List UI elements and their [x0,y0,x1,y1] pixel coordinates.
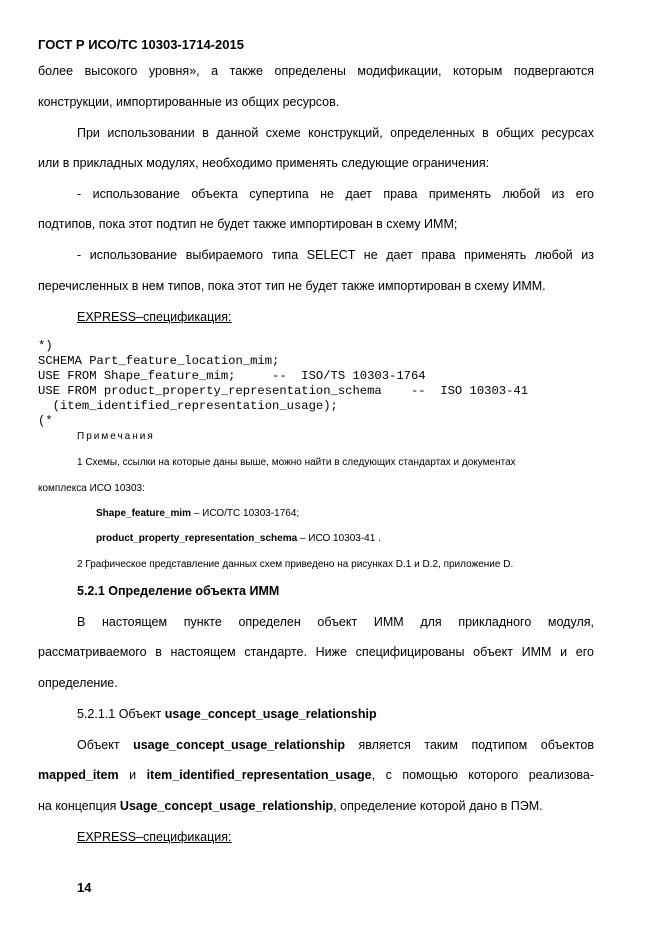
reference-name: product_property_representation_schema [96,533,298,544]
reference-standard: – ИСО 10303-41 . [297,533,381,544]
list-item: - использование выбираемого типа SELECT не дает права применять любой из [77,248,594,262]
paragraph-line: В настоящем пункте определен объект ИММ для прикладного модуля, [77,615,594,629]
reference-name: Shape_feature_mim [96,508,192,519]
code-line: (* [38,414,53,428]
express-spec-label: EXPRESS–спецификация: [77,830,232,844]
paragraph-line: определение. [38,676,118,690]
code-line: (item_identified_representation_usage); [38,399,338,413]
note-line: комплекса ИСО 10303: [38,483,145,494]
notes-title: Примечания [77,431,155,442]
paragraph-line: подтипов, пока этот подтип не будет также импортирован в схему ИММ; [38,217,458,231]
entity-name: usage_concept_usage_relationship [133,738,345,752]
code-line: USE FROM product_property_representation_schema -- ISO 10303-41 [38,384,529,398]
paragraph-line [38,799,661,814]
document-header: ГОСТ Р ИСО/ТС 10303-1714-2015 [38,37,244,52]
text-run: Объект [77,738,134,752]
express-spec-label: EXPRESS–спецификация: [77,310,232,324]
paragraph-line: более высокого уровня», а также определены модификации, которым подвергаются [38,64,594,78]
text-run: , с помощью которого реализова- [371,768,594,782]
subsection-number: 5.2.1.1 Объект [77,707,165,721]
note-line: 1 Схемы, ссылки на которые даны выше, можно найти в следующих стандартах и документах [77,457,516,468]
paragraph-line [77,738,594,753]
page-number: 14 [77,880,92,895]
text-run: на концепция [38,799,120,813]
note-line: 2 Графическое представление данных схем приведено на рисунках D.1 и D.2, приложение D. [77,559,514,570]
entity-name: usage_concept_usage_relationship [164,707,377,721]
subsection-heading [77,707,377,722]
text-run: является таким подтипом объектов [344,738,594,752]
paragraph-line: рассматриваемого в настоящем стандарте. Ниже специфицированы объект ИММ и его [38,645,594,659]
code-line: USE FROM Shape_feature_mim; -- ISO/TS 10303-1764 [38,369,426,383]
paragraph-line: конструкции, импортированные из общих ресурсов. [38,95,340,109]
reference-standard: – ИСО/ТС 10303-1764; [191,508,300,519]
note-reference [96,532,381,545]
code-line: SCHEMA Part_feature_location_mim; [38,354,280,368]
list-item: - использование объекта супертипа не дает права применять любой из его [77,187,594,201]
entity-name: Usage_concept_usage_relationship [119,799,334,813]
note-reference [96,507,299,520]
paragraph-line: перечисленных в нем типов, пока этот тип не будет также импортирован в схему ИММ. [38,279,546,293]
text-run: , определение которой дано в ПЭМ. [333,799,543,813]
code-line: *) [38,339,53,353]
paragraph-line: При использовании в данной схеме конструкций, определенных в общих ресурсах [77,126,594,140]
entity-name: mapped_item [38,768,119,782]
entity-name: item_identified_representation_usage [146,768,372,782]
paragraph-line [38,768,594,783]
paragraph-line: или в прикладных модулях, необходимо применять следующие ограничения: [38,156,490,170]
text-run: и [118,768,147,782]
section-heading: 5.2.1 Определение объекта ИММ [77,584,280,598]
